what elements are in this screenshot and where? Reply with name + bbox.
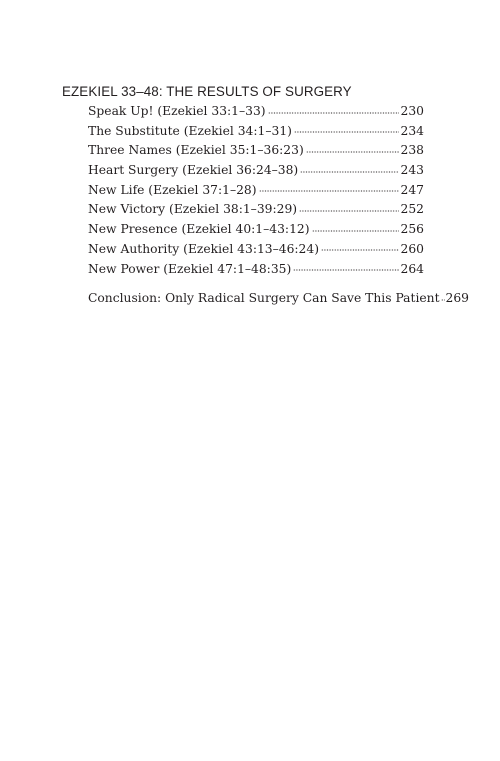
dot-leader — [441, 298, 445, 301]
dot-leader — [268, 111, 399, 114]
dot-leader — [299, 209, 398, 212]
toc-entry[interactable] — [88, 163, 424, 183]
dot-leader — [293, 269, 398, 272]
toc-entry-page: 234 — [400, 123, 424, 138]
toc-entry-title: Three Names (Ezekiel 35:1–36:23) — [88, 143, 304, 158]
toc-entry-title: Speak Up! (Ezekiel 33:1–33) — [88, 104, 266, 118]
toc-entry[interactable] — [88, 202, 424, 222]
toc-entry-title: Heart Surgery (Ezekiel 36:24–38) — [88, 163, 299, 178]
toc-entry[interactable] — [88, 183, 424, 203]
dot-leader — [306, 150, 399, 153]
toc-entry[interactable] — [88, 242, 424, 262]
toc-entry[interactable] — [88, 124, 424, 144]
toc-entry-title: New Authority (Ezekiel 43:13–46:24) — [88, 241, 319, 256]
dot-leader — [300, 170, 398, 173]
dot-leader — [312, 229, 399, 232]
conclusion-page: 269 — [445, 291, 470, 305]
toc-entry-page: 252 — [400, 202, 424, 217]
toc-entry-title: New Victory (Ezekiel 38:1–39:29) — [88, 202, 298, 217]
toc-entry-page: 230 — [400, 104, 424, 118]
toc-entry-title: New Power (Ezekiel 47:1–48:35) — [88, 261, 292, 276]
toc-entry-page: 256 — [400, 222, 424, 237]
toc-entry[interactable] — [88, 262, 424, 282]
toc-entry-title: The Substitute (Ezekiel 34:1–31) — [88, 123, 292, 138]
toc-entry-title: New Presence (Ezekiel 40:1–43:12) — [88, 222, 310, 237]
toc-entry-page: 260 — [400, 241, 424, 256]
toc-entry-page: 264 — [400, 261, 424, 276]
toc-entry[interactable] — [88, 104, 424, 124]
toc-entry-page: 247 — [400, 182, 424, 197]
section-heading: EZEKIEL 33–48: THE RESULTS OF SURGERY — [62, 84, 352, 99]
dot-leader — [321, 249, 399, 252]
toc-conclusion-entry[interactable] — [88, 291, 470, 305]
toc-entry[interactable] — [88, 222, 424, 242]
dot-leader — [294, 131, 399, 134]
dot-leader — [259, 190, 399, 193]
toc-entry-page: 238 — [400, 143, 424, 158]
toc-entry-title: New Life (Ezekiel 37:1–28) — [88, 182, 257, 197]
toc-entry-page: 243 — [400, 163, 424, 178]
toc-list — [88, 104, 424, 281]
conclusion-title: Conclusion: Only Radical Surgery Can Save This Patient — [88, 291, 440, 305]
toc-entry[interactable] — [88, 143, 424, 163]
